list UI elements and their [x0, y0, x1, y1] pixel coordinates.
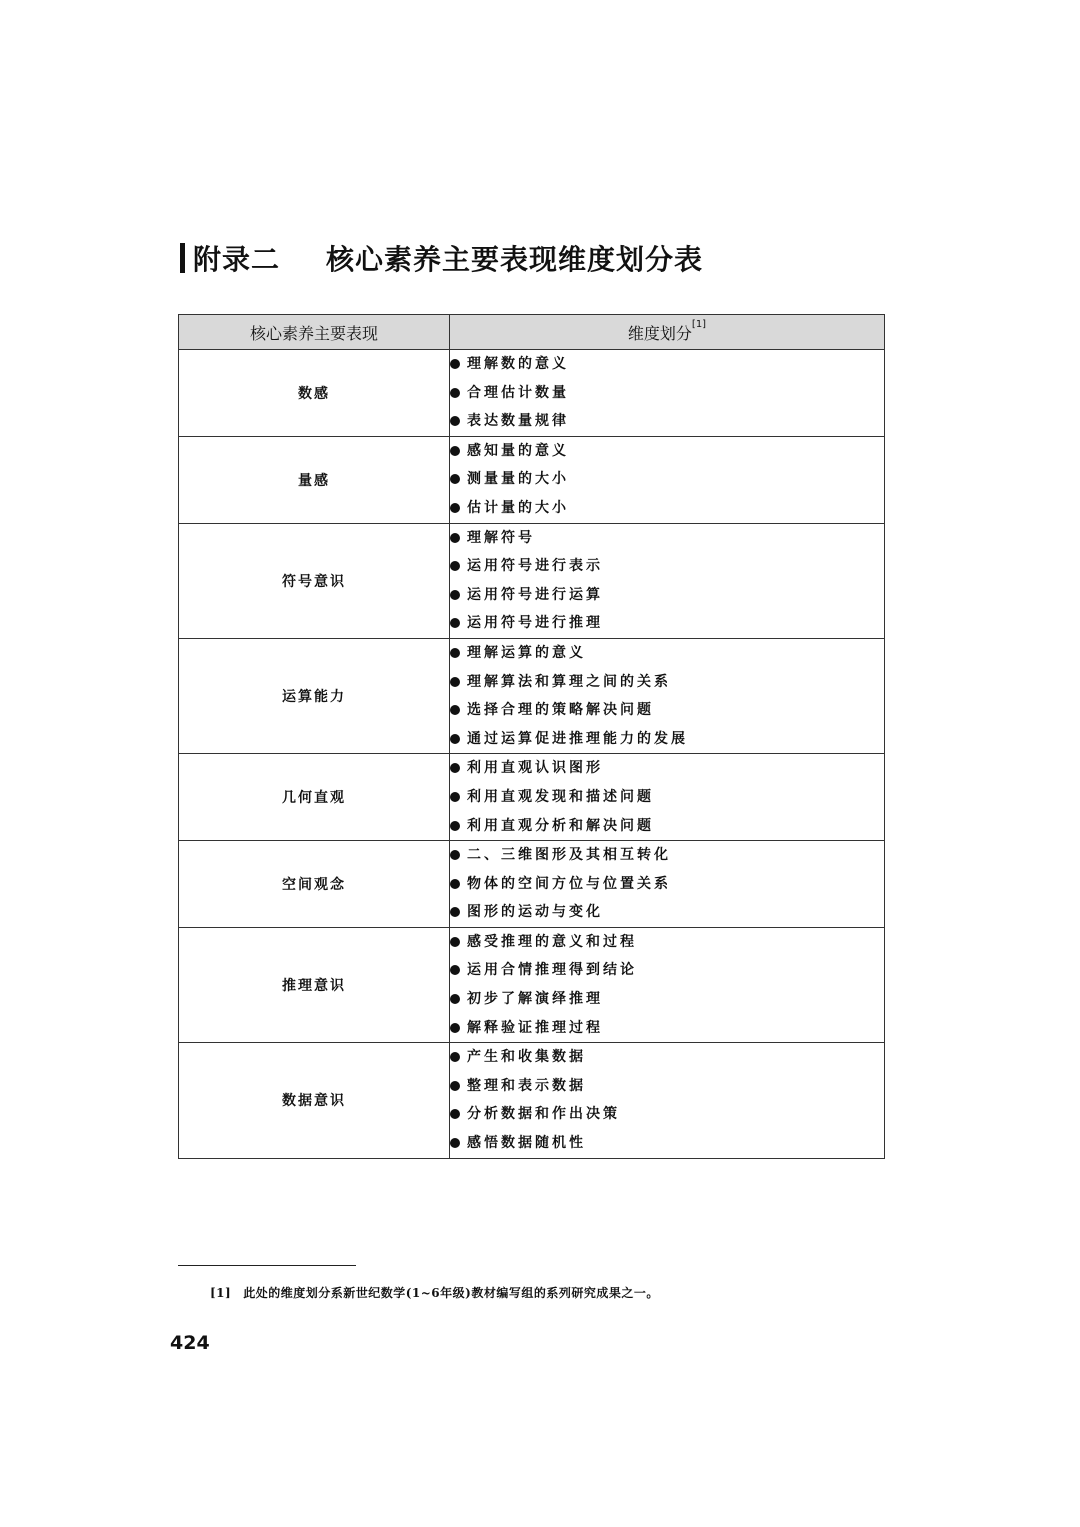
appendix-title-text: 核心素养主要表现维度划分表	[326, 243, 704, 276]
bullet-icon	[450, 1023, 460, 1033]
footnote-rule	[178, 1265, 356, 1266]
table-header-row	[179, 315, 885, 350]
bullet-icon	[450, 1109, 460, 1119]
dimension-text: 利用直观分析和解决问题	[467, 817, 654, 834]
dimension-text: 产生和收集数据	[467, 1049, 586, 1066]
dimension-text: 理解算法和算理之间的关系	[467, 673, 671, 690]
dimension-text: 合理估计数量	[467, 384, 569, 401]
competency-name: 数感	[179, 350, 450, 437]
header-competency: 核心素养主要表现	[179, 315, 450, 350]
list-item	[450, 1043, 884, 1072]
competency-name: 几何直观	[179, 754, 450, 841]
dimension-text: 理解运算的意义	[467, 644, 586, 661]
bullet-icon	[450, 792, 460, 802]
list-item	[450, 407, 884, 436]
bullet-icon	[450, 879, 460, 889]
table-row	[179, 927, 885, 1042]
list-item	[450, 581, 884, 610]
dimensions-list	[450, 841, 884, 927]
dimension-text: 图形的运动与变化	[467, 904, 603, 921]
table-row	[179, 523, 885, 638]
list-item	[450, 552, 884, 581]
dimension-text: 估计量的大小	[467, 499, 569, 516]
dimensions-cell	[450, 927, 885, 1042]
list-item	[450, 1129, 884, 1158]
list-item	[450, 350, 884, 379]
table-row	[179, 638, 885, 753]
footnote-mark: [1]	[210, 1286, 232, 1300]
competency-name: 数据意识	[179, 1043, 450, 1158]
table-row	[179, 436, 885, 523]
bullet-icon	[450, 734, 460, 744]
bullet-icon	[450, 850, 460, 860]
dimensions-cell	[450, 841, 885, 928]
dimensions-cell	[450, 523, 885, 638]
dimension-text: 初步了解演绎推理	[467, 991, 603, 1008]
list-item	[450, 609, 884, 638]
dimension-text: 理解数的意义	[467, 356, 569, 372]
dimensions-list	[450, 754, 884, 840]
dimension-text: 感知量的意义	[467, 442, 569, 459]
dimension-text: 二、三维图形及其相互转化	[467, 847, 671, 864]
bullet-icon	[450, 359, 460, 369]
header-dimensions-label: 维度划分	[627, 323, 692, 343]
header-dimensions	[450, 315, 885, 350]
list-item	[450, 956, 884, 985]
dimensions-list	[450, 928, 884, 1042]
list-item	[450, 754, 884, 783]
dimensions-cell	[450, 436, 885, 523]
dimension-text: 感受推理的意义和过程	[467, 933, 637, 950]
dimensions-cell	[450, 754, 885, 841]
bullet-icon	[450, 1052, 460, 1062]
bullet-icon	[450, 618, 460, 628]
bullet-icon	[450, 416, 460, 426]
competency-name: 推理意识	[179, 927, 450, 1042]
bullet-icon	[450, 705, 460, 715]
dimension-text: 利用直观认识图形	[467, 760, 603, 777]
table-row	[179, 754, 885, 841]
dimensions-list	[450, 524, 884, 638]
bullet-icon	[450, 648, 460, 658]
list-item	[450, 783, 884, 812]
bullet-icon	[450, 533, 460, 543]
footnote	[210, 1284, 659, 1301]
list-item	[450, 437, 884, 466]
list-item	[450, 841, 884, 870]
dimensions-cell	[450, 350, 885, 437]
page-number: 424	[170, 1332, 210, 1354]
table-row	[179, 841, 885, 928]
list-item	[450, 524, 884, 553]
bullet-icon	[450, 821, 460, 831]
bullet-icon	[450, 561, 460, 571]
dimension-text: 运用符号进行运算	[467, 586, 603, 603]
dimensions-cell	[450, 638, 885, 753]
bullet-icon	[450, 388, 460, 398]
list-item	[450, 928, 884, 957]
dimension-text: 理解符号	[467, 529, 535, 546]
bullet-icon	[450, 763, 460, 773]
competency-name: 量感	[179, 436, 450, 523]
dimension-text: 分析数据和作出决策	[467, 1106, 620, 1123]
dimension-text: 运用符号进行推理	[467, 615, 603, 632]
dimension-text: 物体的空间方位与位置关系	[467, 875, 671, 892]
table-row	[179, 350, 885, 437]
dimension-text: 整理和表示数据	[467, 1077, 586, 1094]
dimension-text: 运用合情推理得到结论	[467, 962, 637, 979]
table-body	[179, 350, 885, 1159]
bullet-icon	[450, 994, 460, 1004]
list-item	[450, 985, 884, 1014]
bullet-icon	[450, 1138, 460, 1148]
dimension-text: 测量量的大小	[467, 471, 569, 488]
bullet-icon	[450, 965, 460, 975]
title-bar-mark	[180, 243, 185, 273]
bullet-icon	[450, 937, 460, 947]
list-item	[450, 812, 884, 841]
page-title	[180, 238, 703, 278]
dimension-text: 表达数量规律	[467, 413, 569, 430]
appendix-label: 附录二	[193, 243, 281, 276]
list-item	[450, 1100, 884, 1129]
dimension-text: 选择合理的策略解决问题	[467, 702, 654, 719]
list-item	[450, 1072, 884, 1101]
list-item	[450, 379, 884, 408]
bullet-icon	[450, 503, 460, 513]
dimension-text: 通过运算促进推理能力的发展	[467, 730, 688, 747]
bullet-icon	[450, 677, 460, 687]
competency-name: 空间观念	[179, 841, 450, 928]
dimensions-list	[450, 1043, 884, 1157]
list-item	[450, 668, 884, 697]
list-item	[450, 1014, 884, 1043]
bullet-icon	[450, 907, 460, 917]
bullet-icon	[450, 446, 460, 456]
dimensions-list	[450, 350, 884, 436]
bullet-icon	[450, 1081, 460, 1091]
bullet-icon	[450, 590, 460, 600]
dimension-text: 运用符号进行表示	[467, 558, 603, 575]
dimension-text: 利用直观发现和描述问题	[467, 788, 654, 805]
list-item	[450, 639, 884, 668]
list-item	[450, 898, 884, 927]
competency-name: 运算能力	[179, 638, 450, 753]
footnote-text: 此处的维度划分系新世纪数学(1~6年级)教材编写组的系列研究成果之一。	[243, 1286, 659, 1300]
dimensions-list	[450, 639, 884, 753]
list-item	[450, 870, 884, 899]
list-item	[450, 494, 884, 523]
competency-name: 符号意识	[179, 523, 450, 638]
list-item	[450, 725, 884, 754]
table-row	[179, 1043, 885, 1158]
bullet-icon	[450, 474, 460, 484]
competency-table	[178, 314, 885, 1159]
dimensions-cell	[450, 1043, 885, 1158]
dimension-text: 感悟数据随机性	[467, 1135, 586, 1152]
dimension-text: 解释验证推理过程	[467, 1019, 603, 1036]
header-note-mark: [1]	[691, 318, 707, 330]
list-item	[450, 696, 884, 725]
dimensions-list	[450, 437, 884, 523]
list-item	[450, 465, 884, 494]
